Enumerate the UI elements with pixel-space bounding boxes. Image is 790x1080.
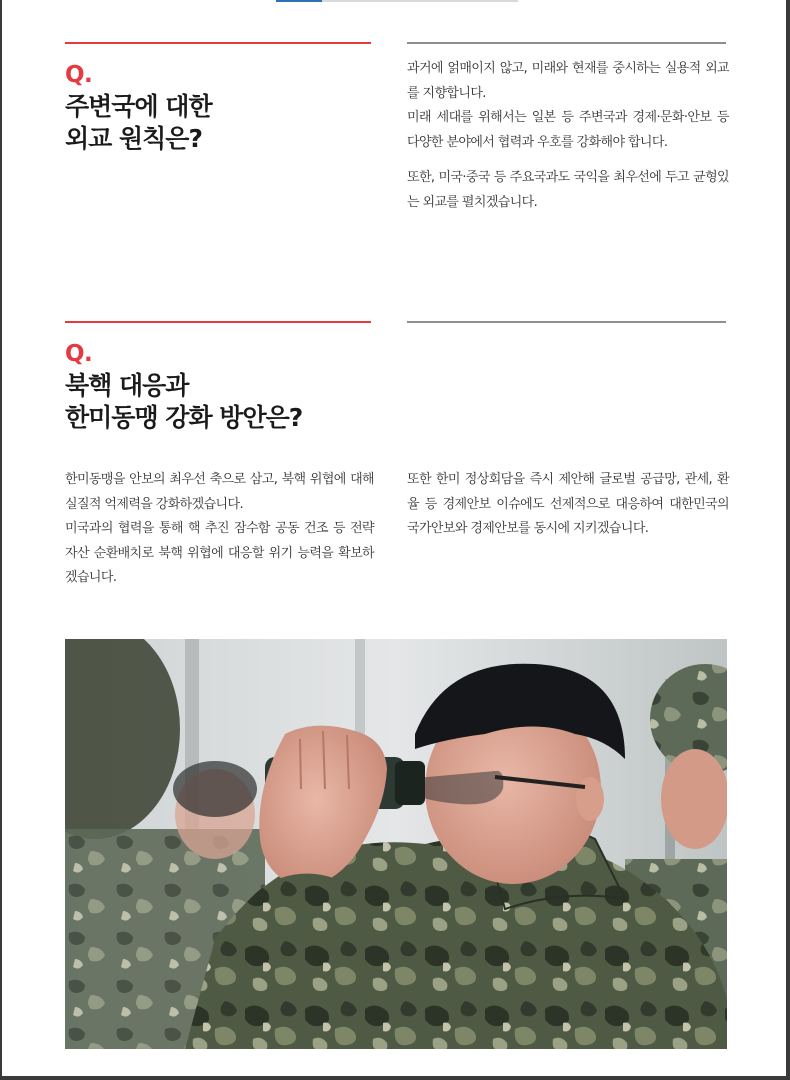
- section1-gray-rule: [407, 42, 726, 44]
- section1-title: [65, 91, 212, 155]
- section1-answer-para3: 또한, 미국·중국 등 주요국과도 국익을 최우선에 두고 균형있는 외교를 펼치겠습니다.: [407, 170, 729, 210]
- section2-q-mark: Q.: [65, 341, 93, 367]
- top-tab-track: [322, 0, 518, 2]
- section2-title-line2: 한미동맹 강화 방안은?: [65, 403, 303, 432]
- section2-title-line1: 북핵 대응과: [65, 371, 189, 400]
- section2-title: [65, 370, 302, 434]
- section2-left-para2: 미국과의 협력을 통해 핵 추진 잠수함 공동 건조 등 전략 자산 순환배치로 북핵 위협에 대응할 위기 능력을 확보하겠습니다.: [65, 521, 374, 585]
- section1-q-mark: Q.: [65, 62, 93, 88]
- section1-title-line1: 주변국에 대한: [65, 92, 212, 121]
- section1-red-rule: [65, 42, 371, 44]
- section1-answer-para1: 과거에 얽매이지 않고, 미래와 현재를 중시하는 실용적 외교를 지향합니다.: [407, 61, 729, 101]
- section2-answer-right: [407, 468, 729, 542]
- section2-left-para1: 한미동맹을 안보의 최우선 축으로 삼고, 북핵 위협에 대해 실질적 억제력을 강화하겠습니다.: [65, 472, 374, 512]
- section1-title-line2: 외교 원칙은?: [65, 124, 202, 153]
- section1-answer: [407, 57, 729, 215]
- section2-answer-left: [65, 468, 374, 591]
- brochure-page: [2, 0, 786, 1076]
- section2-red-rule: [65, 321, 371, 323]
- section1-answer-para2: 미래 세대를 위해서는 일본 등 주변국과 경제·문화·안보 등 다양한 분야에서 협력과 우호를 강화해야 합니다.: [407, 110, 729, 150]
- photo-soldier-binoculars: [65, 639, 727, 1049]
- section2-gray-rule: [407, 321, 726, 323]
- top-tab-indicator: [276, 0, 322, 2]
- section2-right-para1: 또한 한미 정상회담을 즉시 제안해 글로벌 공급망, 관세, 환율 등 경제안보 이슈에도 선제적으로 대응하여 대한민국의 국가안보와 경제안보를 동시에 지키겠습니다.: [407, 472, 729, 536]
